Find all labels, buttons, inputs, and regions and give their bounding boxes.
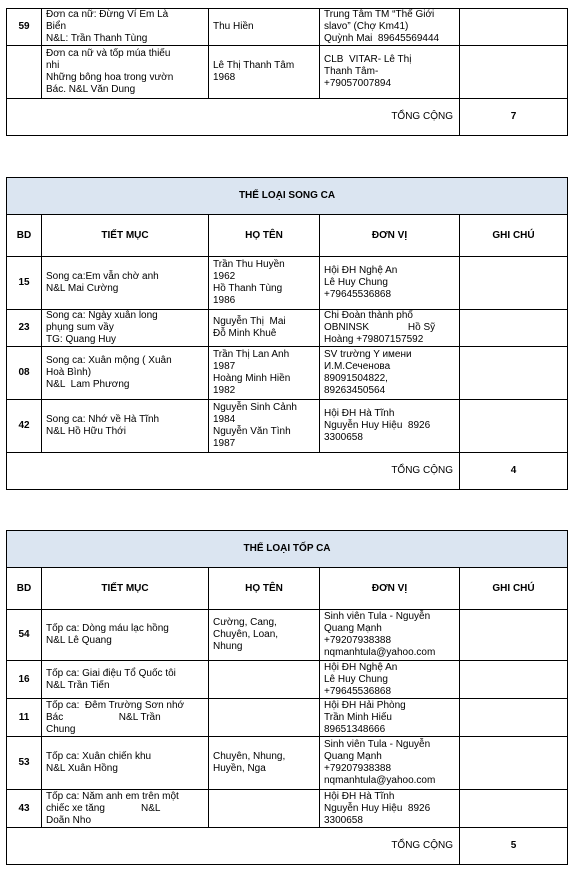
cell-item-line: Đơn ca nữ: Đừng Ví Em Là [46, 9, 169, 20]
cell-name-line: 1987 [213, 361, 236, 372]
cell-item-line: N&L Mai Cường [46, 283, 119, 294]
cell-item-line: Song ca: Xuân mộng ( Xuân [46, 355, 172, 366]
cell-name-line: Đỗ Minh Khuê [213, 328, 277, 339]
cell-unit-line: Lê Huy Chung [324, 673, 388, 685]
header-name: HỌ TÊN [209, 215, 320, 257]
cell-note [460, 400, 568, 453]
cell-bd: 53 [7, 737, 42, 790]
cell-item-line: Hoà Bình) [46, 367, 92, 378]
cell-item-line: N&L Hồ Hữu Thới [46, 426, 126, 437]
cell-unit [320, 400, 460, 453]
cell-item [42, 737, 209, 790]
cell-bd: 23 [7, 310, 42, 347]
cell-item-line: Đơn ca nữ và tốp múa thiếu [46, 48, 171, 59]
cell-item-line: Chung [46, 723, 76, 735]
cell-item [42, 310, 209, 347]
header-unit: ĐƠN VỊ [320, 568, 460, 610]
table-row [7, 661, 568, 699]
cell-unit-line: Nguyễn Huy Hiệu 8926 [324, 420, 431, 431]
cell-unit-line: 3300658 [324, 432, 363, 443]
cell-unit-line: +79207938388 [324, 763, 392, 774]
cell-unit-line: nqmanhtula@yahoo.com [324, 775, 436, 786]
cell-item-line: Tốp ca: Dòng máu lạc hồng [46, 623, 169, 634]
cell-bd [7, 46, 42, 99]
cell-unit-line: Sinh viên Tula - Nguyễn [324, 739, 431, 750]
cell-bd: 59 [7, 9, 42, 46]
cell-name-line: 1982 [213, 385, 236, 396]
cell-unit [320, 9, 460, 46]
cell-item [42, 790, 209, 828]
cell-unit-line: OBNINSK Hồ Sỹ [324, 322, 436, 333]
total-label: TỔNG CỘNG [7, 828, 460, 865]
cell-item-line: Tốp ca: Năm anh em trên một [46, 790, 179, 802]
total-label: TỔNG CỘNG [7, 99, 460, 136]
cell-unit [320, 699, 460, 737]
header-note: GHI CHÚ [460, 215, 568, 257]
cell-bd: 54 [7, 610, 42, 661]
cell-item-line: N&L Trần Tiến [46, 679, 110, 691]
cell-item-line: N&L Xuân Hồng [46, 763, 118, 774]
cell-unit-line: Hội ĐH Hà Tĩnh [324, 408, 395, 419]
table-top-ca [6, 530, 568, 865]
cell-unit [320, 347, 460, 400]
cell-unit-line: Nguyễn Huy Hiệu 8926 [324, 802, 431, 814]
cell-name [209, 610, 320, 661]
cell-unit [320, 661, 460, 699]
cell-item [42, 661, 209, 699]
cell-unit-line: +79645536868 [324, 685, 392, 697]
cell-item [42, 347, 209, 400]
table-row [7, 400, 568, 453]
cell-unit [320, 46, 460, 99]
cell-item-line: Biển [46, 21, 67, 32]
cell-name-line: Nguyễn Thị Mai [213, 316, 286, 327]
table-row [7, 257, 568, 310]
cell-bd: 16 [7, 661, 42, 699]
cell-bd: 15 [7, 257, 42, 310]
cell-unit-line: Hội ĐH Nghệ An [324, 661, 398, 673]
cell-unit [320, 310, 460, 347]
cell-item-line: N&L Lam Phương [46, 379, 130, 390]
cell-bd: 42 [7, 400, 42, 453]
cell-item-line: Song ca:Em vẫn chờ anh [46, 271, 159, 282]
cell-unit-line: Quang Mạnh [324, 623, 382, 634]
cell-name [209, 46, 320, 99]
table-body [7, 531, 568, 865]
table-row [7, 9, 568, 46]
cell-item [42, 9, 209, 46]
cell-item-line: Song ca: Ngày xuân long [46, 310, 158, 321]
cell-unit-line: 89263450564 [324, 385, 386, 396]
cell-name-line: 1962 [213, 271, 236, 282]
cell-note [460, 699, 568, 737]
cell-unit [320, 790, 460, 828]
cell-unit-line: Hội ĐH Nghệ An [324, 265, 398, 276]
total-value: 7 [460, 99, 568, 136]
cell-unit-line: И.М.Сеченова [324, 361, 391, 372]
cell-unit-line: Hoàng +79807157592 [324, 334, 424, 345]
cell-unit-line: CLB VITAR- Lê Thị [324, 54, 412, 65]
cell-item [42, 610, 209, 661]
header-bd: BD [7, 215, 42, 257]
cell-note [460, 257, 568, 310]
cell-unit-line: nqmanhtula@yahoo.com [324, 647, 436, 658]
section-title: THỂ LOẠI TỐP CA [7, 531, 568, 568]
cell-note [460, 790, 568, 828]
cell-name-line: 1984 [213, 414, 236, 425]
cell-unit-line: Lê Huy Chung [324, 277, 388, 288]
table-body [7, 9, 568, 136]
cell-unit-line: 3300658 [324, 814, 363, 826]
cell-item-line: chiếc xe tăng N&L [46, 802, 161, 814]
cell-item [42, 699, 209, 737]
cell-item-line: Tốp ca: Đêm Trường Sơn nhớ [46, 699, 185, 711]
cell-item-line: nhi [46, 60, 60, 71]
cell-item-line: Doãn Nho [46, 814, 92, 826]
header-unit: ĐƠN VỊ [320, 215, 460, 257]
cell-note [460, 661, 568, 699]
cell-unit-line: slavo” (Chợ Km41) [324, 21, 409, 32]
header-item: TIẾT MỤC [42, 215, 209, 257]
cell-item-line: Bác N&L Trần [46, 711, 161, 723]
cell-name-line: Chuyên, Loan, [213, 629, 279, 640]
total-label: TỔNG CỘNG [7, 453, 460, 490]
cell-name [209, 347, 320, 400]
cell-name [209, 310, 320, 347]
cell-unit-line: +79645536868 [324, 289, 392, 300]
cell-name [209, 661, 320, 699]
table-row [7, 310, 568, 347]
cell-name-line: Nhung [213, 641, 243, 652]
cell-name [209, 699, 320, 737]
cell-unit-line: Trần Minh Hiếu [324, 711, 392, 723]
total-row [7, 828, 568, 865]
cell-unit-line: Trung Tâm TM “Thế Giới [324, 9, 435, 20]
cell-item-line: Những bông hoa trong vườn [46, 72, 174, 83]
cell-unit-line: Quang Mạnh [324, 751, 382, 762]
cell-unit-line: Hội ĐH Hà Tĩnh [324, 790, 395, 802]
cell-item-line: phụng sum vầy [46, 322, 114, 333]
cell-item [42, 400, 209, 453]
cell-bd: 08 [7, 347, 42, 400]
cell-name-line: Hồ Thanh Tùng [213, 283, 283, 294]
cell-unit [320, 610, 460, 661]
cell-name [209, 790, 320, 828]
cell-unit [320, 257, 460, 310]
cell-name-line: Thu Hiền [213, 21, 254, 32]
table-row [7, 46, 568, 99]
cell-name [209, 9, 320, 46]
cell-name-line: Nguyễn Văn Tình [213, 426, 291, 437]
cell-note [460, 310, 568, 347]
table-body [7, 178, 568, 490]
cell-name-line: Nguyễn Sinh Cảnh [213, 402, 297, 413]
cell-item-line: Tốp ca: Xuân chiến khu [46, 751, 152, 762]
cell-name-line: 1986 [213, 295, 236, 306]
cell-unit-line: Thanh Tâm- [324, 66, 379, 77]
cell-unit-line: Hội ĐH Hải Phòng [324, 699, 406, 711]
total-value: 4 [460, 453, 568, 490]
cell-name-line: Lê Thị Thanh Tâm [213, 60, 295, 71]
table-song-ca [6, 177, 568, 490]
cell-name-line: Trần Thu Huyền [213, 259, 285, 270]
cell-note [460, 9, 568, 46]
cell-name [209, 257, 320, 310]
table-row [7, 737, 568, 790]
cell-item-line: Song ca: Nhớ về Hà Tĩnh [46, 414, 160, 425]
cell-unit-line: 89091504822, [324, 373, 388, 384]
table-top [6, 8, 568, 136]
total-value: 5 [460, 828, 568, 865]
cell-item-line: N&L Lê Quang [46, 635, 112, 646]
header-item: TIẾT MỤC [42, 568, 209, 610]
cell-item-line: Tốp ca: Giai điệu Tổ Quốc tôi [46, 667, 176, 679]
section-title: THỂ LOẠI SONG CA [7, 178, 568, 215]
cell-unit-line: +79207938388 [324, 635, 392, 646]
table-row [7, 699, 568, 737]
cell-name [209, 737, 320, 790]
cell-item [42, 46, 209, 99]
cell-item-line: N&L: Trần Thanh Tùng [46, 33, 148, 44]
cell-item [42, 257, 209, 310]
cell-unit-line: Quỳnh Mai 89645569444 [324, 33, 440, 44]
cell-note [460, 46, 568, 99]
cell-name-line: 1987 [213, 438, 236, 449]
cell-unit-line: Sinh viên Tula - Nguyễn [324, 611, 431, 622]
cell-name-line: Hoàng Minh Hiền [213, 373, 291, 384]
cell-note [460, 737, 568, 790]
cell-note [460, 347, 568, 400]
cell-bd: 43 [7, 790, 42, 828]
cell-name-line: 1968 [213, 72, 236, 83]
cell-name [209, 400, 320, 453]
header-bd: BD [7, 568, 42, 610]
total-row [7, 453, 568, 490]
cell-unit-line: Chi Đoàn thành phố [324, 310, 413, 321]
cell-name-line: Chuyên, Nhung, [213, 751, 286, 762]
cell-unit-line: 89651348666 [324, 723, 386, 735]
header-name: HỌ TÊN [209, 568, 320, 610]
table-row [7, 610, 568, 661]
cell-item-line: TG: Quang Huy [46, 334, 117, 345]
header-note: GHI CHÚ [460, 568, 568, 610]
cell-note [460, 610, 568, 661]
cell-bd: 11 [7, 699, 42, 737]
cell-unit [320, 737, 460, 790]
table-row [7, 790, 568, 828]
cell-name-line: Cường, Cang, [213, 617, 277, 628]
cell-name-line: Huyền, Nga [213, 763, 266, 774]
cell-name-line: Trần Thị Lan Anh [213, 349, 290, 360]
cell-item-line: Bác. N&L Văn Dung [46, 84, 136, 95]
cell-unit-line: SV trường Y имени [324, 349, 412, 360]
cell-unit-line: +79057007894 [324, 78, 392, 89]
total-row [7, 99, 568, 136]
table-row [7, 347, 568, 400]
